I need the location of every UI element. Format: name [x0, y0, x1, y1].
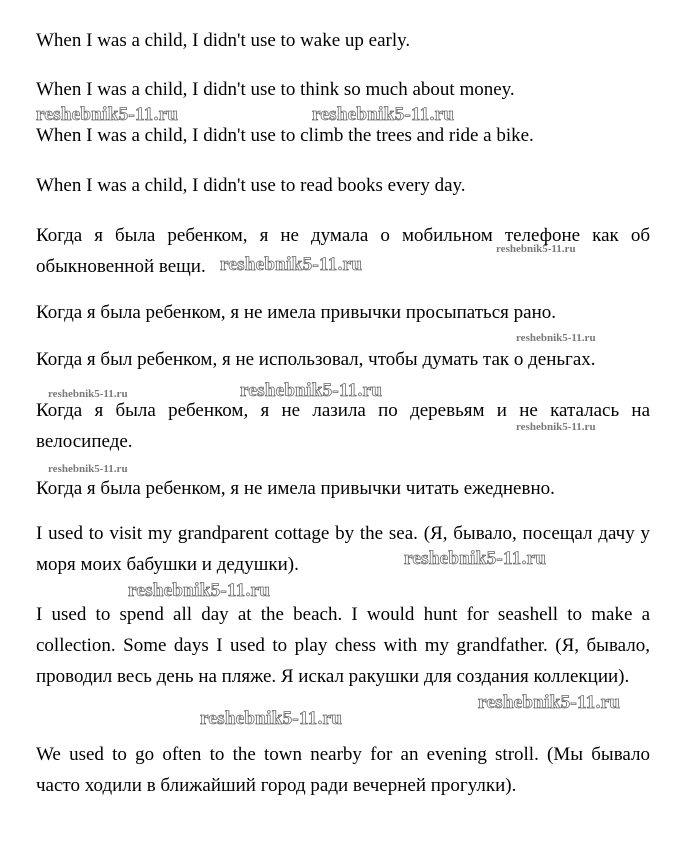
paragraph-8: Когда я была ребенком, я не лазила по деревьям и не каталась на велосипеде. — [36, 400, 650, 452]
watermark-logo: reshebnik5-11.ru — [48, 388, 128, 400]
paragraph-3: When I was a child, I didn't use to climb the trees and ride a bike. — [36, 125, 534, 146]
watermark-logo: reshebnik5-11.ru — [496, 243, 576, 255]
watermark-logo: reshebnik5-11.ru — [128, 580, 271, 601]
paragraph-9: Когда я была ребенком, я не имела привычки читать ежедневно. — [36, 478, 555, 499]
paragraph-12: We used to go often to the town nearby for an evening stroll. (Мы бывало часто ходили в ближайший город ради вечерней прогулки). — [36, 744, 650, 796]
watermark-logo: reshebnik5-11.ru — [516, 421, 596, 433]
watermark-logo: reshebnik5-11.ru — [312, 104, 455, 125]
paragraph-2: When I was a child, I didn't use to think so much about money. — [36, 79, 515, 100]
watermark-logo: reshebnik5-11.ru — [404, 548, 547, 569]
watermark-logo: reshebnik5-11.ru — [478, 692, 621, 713]
paragraph-6: Когда я была ребенком, я не имела привычки просыпаться рано. — [36, 302, 556, 323]
paragraph-5: Когда я была ребенком, я не думала о мобильном телефоне как об обыкновенной вещи. — [36, 225, 650, 277]
paragraph-7: Когда я был ребенком, я не использовал, чтобы думать так о деньгах. — [36, 349, 596, 370]
paragraph-11: I used to spend all day at the beach. I would hunt for seashell to make a collection. Some days I used to play chess with my grandfather. (Я, бывало, проводил весь день на пляже. Я искал ракушки для создания коллекции). — [36, 604, 650, 687]
watermark-logo: reshebnik5-11.ru — [240, 380, 383, 401]
paragraph-1: When I was a child, I didn't use to wake up early. — [36, 30, 411, 51]
watermark-logo: reshebnik5-11.ru — [36, 104, 179, 125]
watermark-logo: reshebnik5-11.ru — [48, 463, 128, 475]
watermark-logo: reshebnik5-11.ru — [516, 332, 596, 344]
paragraph-4: When I was a child, I didn't use to read books every day. — [36, 175, 466, 196]
watermark-logo: reshebnik5-11.ru — [220, 254, 363, 275]
paragraph-10: I used to visit my grandparent cottage by the sea. (Я, бывало, посещал дачу у моря моих бабушки и дедушки). — [36, 523, 650, 575]
watermark-logo: reshebnik5-11.ru — [200, 708, 343, 729]
